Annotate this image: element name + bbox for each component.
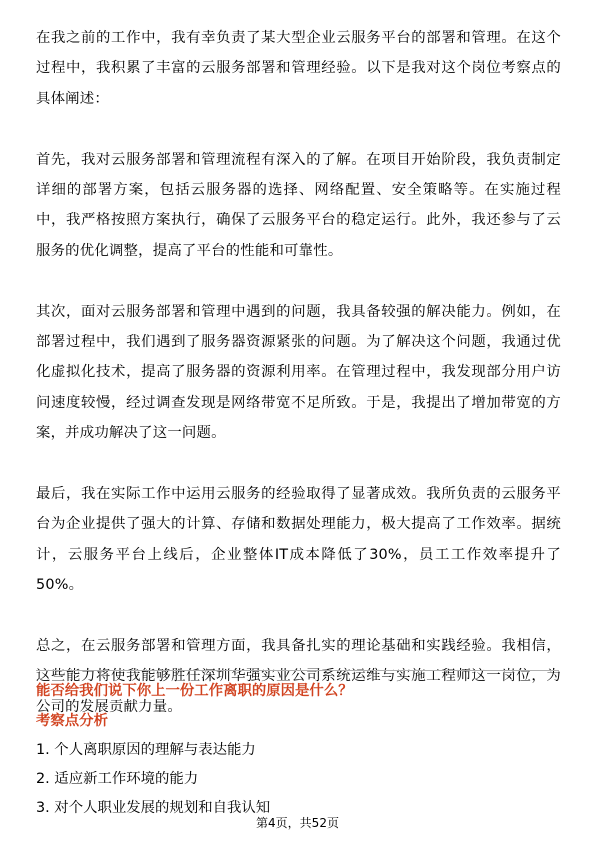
page-number-footer: 第4页，共52页 [256, 816, 339, 830]
paragraph-conclusion: 总之，在云服务部署和管理方面，我具备扎实的理论基础和实践经验。我相信，这些能力将使我能够胜任深圳华强实业公司系统运维与实施工程师这一岗位，为公司的发展贡献力量。 [36, 638, 561, 715]
analysis-heading: 考察点分析 [36, 713, 108, 729]
analysis-point: 3. 对个人职业发展的规划和自我认知 [36, 800, 271, 816]
answer-body [36, 23, 561, 722]
paragraph-gap [36, 449, 561, 479]
analysis-point: 1. 个人离职原因的理解与表达能力 [36, 742, 256, 758]
paragraph-gap [36, 114, 561, 144]
interview-question: 能否给我们说下你上一份工作离职的原因是什么？ [36, 683, 353, 699]
analysis-points-list [36, 736, 270, 823]
paragraph-gap [36, 601, 561, 631]
analysis-point: 2. 适应新工作环境的能力 [36, 771, 199, 787]
paragraph-gap [36, 266, 561, 296]
paragraph-intro: 在我之前的工作中，我有幸负责了某大型企业云服务平台的部署和管理。在这个过程中，我积累了丰富的云服务部署和管理经验。以下是我对这个岗位考察点的具体阐述： [36, 30, 561, 107]
section-divider [36, 670, 559, 671]
paragraph-second: 其次，面对云服务部署和管理中遇到的问题，我具备较强的解决能力。例如，在部署过程中，我们遇到了服务器资源紧张的问题。为了解决这个问题，我通过优化虚拟化技术，提高了服务器的资源利用率。在管理过程中，我发现部分用户访问速度较慢，经过调查发现是网络带宽不足所致。于是，我提出了增加带宽的方案，并成功解决了这一问题。 [36, 303, 561, 442]
paragraph-last: 最后，我在实际工作中运用云服务的经验取得了显著成效。我所负责的云服务平台为企业提供了强大的计算、存储和数据处理能力，极大提高了工作效率。据统计，云服务平台上线后，企业整体IT成本降低了30%，员工工作效率提升了50%。 [36, 486, 561, 594]
paragraph-first: 首先，我对云服务部署和管理流程有深入的了解。在项目开始阶段，我负责制定详细的部署方案，包括云服务器的选择、网络配置、安全策略等。在实施过程中，我严格按照方案执行，确保了云服务平台的稳定运行。此外，我还参与了云服务的优化调整，提高了平台的性能和可靠性。 [36, 151, 561, 259]
